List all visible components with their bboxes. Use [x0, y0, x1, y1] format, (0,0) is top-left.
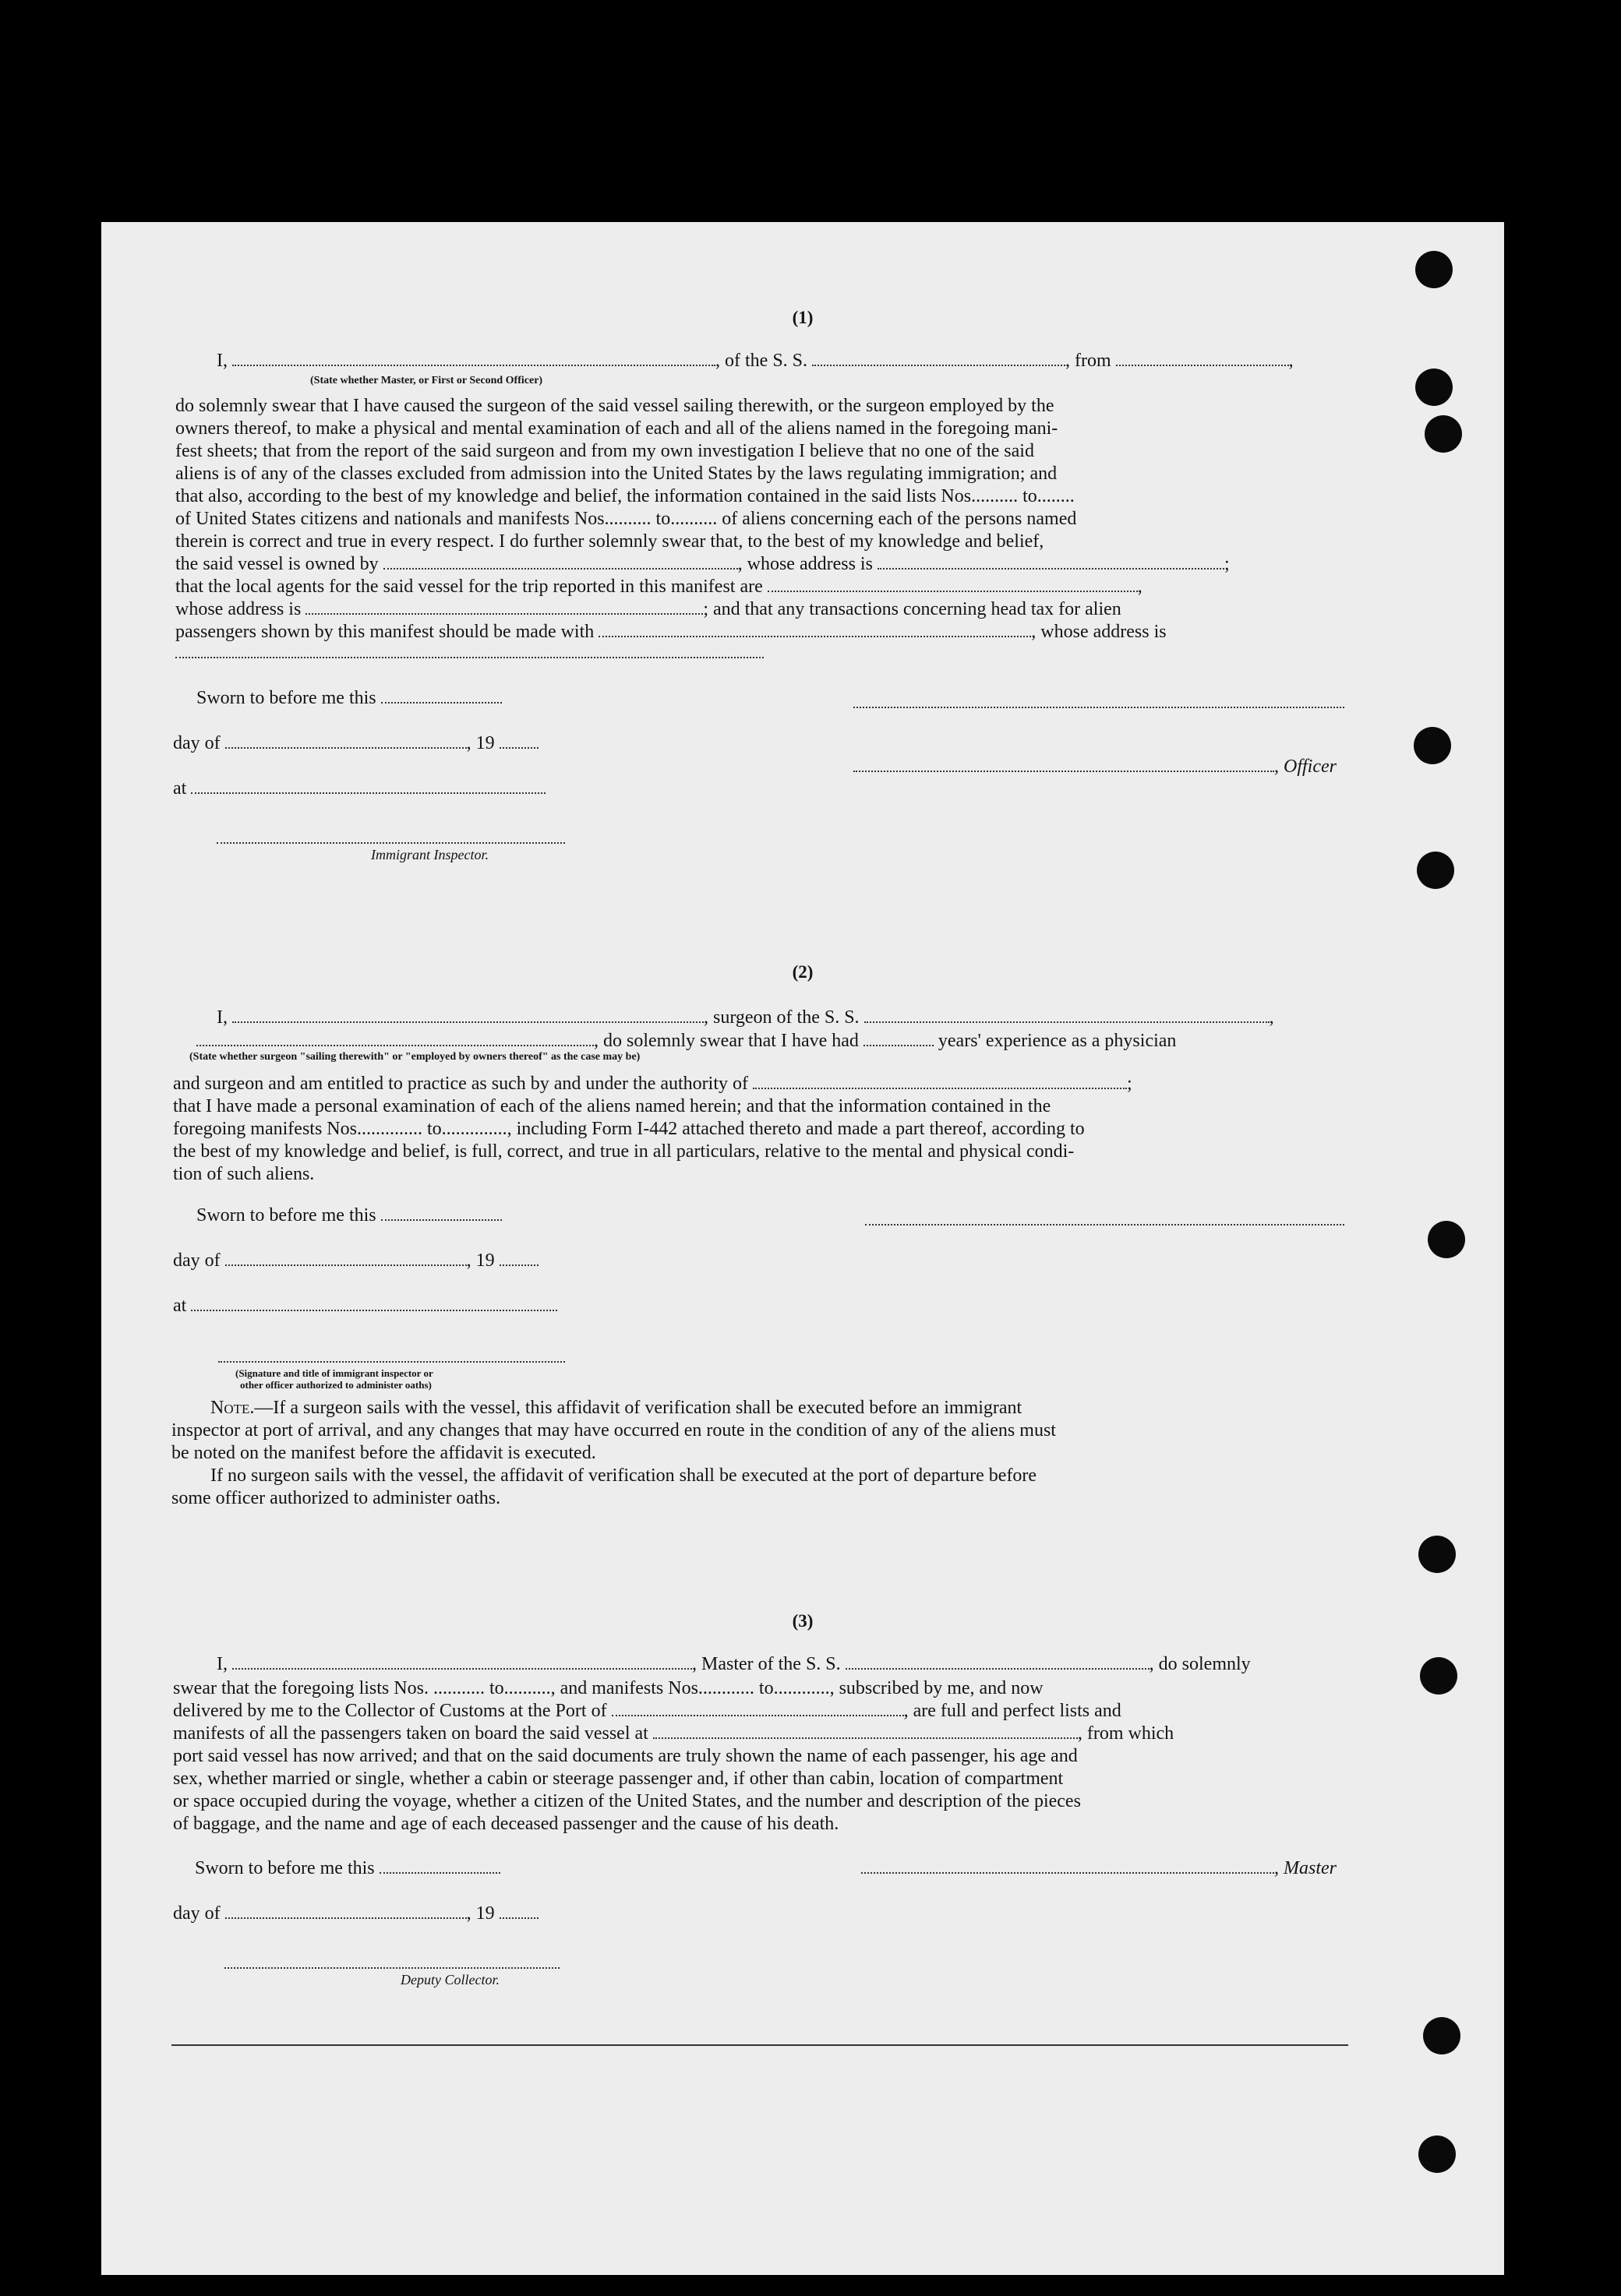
full-perfect-label: , are full and perfect lists and	[903, 1701, 1121, 1721]
note-line: inspector at port of arrival, and any changes that may have occurred en route in the condition of any of the aliens must	[171, 1420, 1056, 1441]
owned-by-label: the said vessel is owned by	[175, 554, 379, 574]
at-line	[173, 1296, 557, 1317]
section-3-body	[173, 1677, 1455, 1836]
sworn-line	[195, 1858, 500, 1879]
authority-label: and surgeon and am entitled to practice as such by and under the authority of	[173, 1074, 748, 1094]
whose-address-label-2: whose address is	[175, 599, 302, 619]
note-line: —If a surgeon sails with the vessel, this affidavit of verification shall be executed before an immigrant	[254, 1398, 1022, 1418]
section-2-opening-line: I, , surgeon of the S. S. ,	[217, 1007, 1274, 1028]
section-1-body	[175, 395, 1457, 644]
punch-hole	[1417, 852, 1454, 889]
owner-line: the said vessel is owned by , whose address is ;	[175, 554, 1230, 574]
body-line: sex, whether married or single, whether a cabin or steerage passenger and, if other than cabin, location of compartment	[173, 1769, 1064, 1789]
deputy-signature-blank	[224, 1967, 560, 1969]
local-agents-label: that the local agents for the said vessel for the trip reported in this manifest are	[175, 577, 763, 597]
body-line: port said vessel has now arrived; and that on the said documents are truly shown the name of each passenger, his age and	[173, 1746, 1078, 1766]
day-line	[173, 1250, 539, 1271]
body-line: that also, according to the best of my knowledge and belief, the information contained in the said lists Nos.......... to........	[175, 486, 1075, 506]
body-line: that I have made a personal examination of each of the aliens named herein; and that the information contained in the	[173, 1096, 1051, 1116]
day-line	[173, 733, 539, 754]
at-label: at	[173, 778, 187, 799]
surgeon-signature-blank	[865, 1224, 1344, 1226]
at-line	[173, 778, 546, 799]
inspector-caption: Immigrant Inspector.	[371, 847, 489, 862]
section-1-opening-line: I, , of the S. S. , from ,	[217, 351, 1294, 371]
section-1-number: (1)	[792, 308, 814, 327]
day-of-label: day of	[173, 1250, 221, 1271]
section-3-opening-line	[217, 1654, 1251, 1675]
punch-hole	[1415, 251, 1453, 288]
from-which-label: , from which	[1077, 1723, 1174, 1744]
note-label: Note.	[210, 1398, 255, 1418]
body-line: fest sheets; that from the report of the said surgeon and from my own investigation I believe that no one of the said	[175, 441, 1034, 461]
punch-hole	[1418, 1536, 1456, 1573]
whose-address-label: , whose address is	[737, 554, 873, 574]
intro-i: I,	[217, 351, 228, 371]
punch-hole	[1414, 727, 1451, 764]
surgeon-role-caption: (State whether surgeon "sailing therewith" or "employed by owners thereof" as the case may be)	[189, 1051, 641, 1063]
section-3-number: (3)	[792, 1611, 814, 1631]
day-of-label: day of	[173, 1903, 221, 1924]
deputy-caption: Deputy Collector.	[401, 1972, 500, 1987]
manifests-of-label: manifests of all the passengers taken on board the said vessel at	[173, 1723, 648, 1744]
day-of-label: day of	[173, 733, 221, 753]
body-line: the best of my knowledge and belief, is full, correct, and true in all particulars, relative to the mental and physical condi-	[173, 1141, 1075, 1162]
sig-caption-line-1: (Signature and title of immigrant inspector or	[235, 1367, 433, 1379]
do-solemnly-label: , do solemnly	[1149, 1654, 1251, 1674]
year-label: , 19	[466, 733, 495, 753]
body-line: do solemnly swear that I have caused the surgeon of the said vessel sailing therewith, or the surgeon employed by the	[175, 396, 1054, 416]
inspector-signature-blank	[218, 1361, 565, 1363]
swear-experience-label: , do solemnly swear that I have had	[594, 1031, 859, 1051]
agents-line: that the local agents for the said vessel for the trip reported in this manifest are ,	[175, 577, 1142, 597]
passengers-label: passengers shown by this manifest should be made with	[175, 622, 595, 642]
note-line: be noted on the manifest before the affidavit is executed.	[171, 1443, 596, 1463]
passengers-line	[175, 621, 1457, 644]
punch-hole	[1428, 1221, 1465, 1258]
body-line: owners thereof, to make a physical and mental examination of each and all of the aliens named in the foregoing mani-	[175, 418, 1058, 439]
from-label: , from	[1065, 351, 1111, 371]
bottom-rule	[171, 2044, 1348, 2046]
sworn-line	[196, 1205, 502, 1226]
body-line: therein is correct and true in every respect. I do further solemnly swear that, to the best of my knowledge and belief,	[175, 531, 1044, 552]
section-2-body	[173, 1073, 1455, 1186]
inspector-signature-blank	[217, 842, 565, 844]
body-line: tion of such aliens.	[173, 1164, 315, 1184]
punch-hole	[1423, 2017, 1460, 2054]
role-caption: (State whether Master, or First or Second Officer)	[310, 375, 543, 386]
body-line: of United States citizens and nationals and manifests Nos.......... to.......... of aliens concerning each of the persons named	[175, 509, 1077, 529]
year-label: , 19	[466, 1903, 495, 1924]
sworn-label: Sworn to before me this	[195, 1858, 375, 1878]
whose-address-label-3: , whose address is	[1031, 622, 1167, 642]
master-label: , Master	[1274, 1858, 1337, 1878]
officer-label: , Officer	[1274, 757, 1337, 777]
sig-caption-line-2: other officer authorized to administer oaths)	[240, 1379, 432, 1391]
agents-address-line	[175, 598, 1457, 621]
sworn-label: Sworn to before me this	[196, 1205, 376, 1226]
experience-line	[196, 1031, 1176, 1052]
year-label: , 19	[466, 1250, 495, 1271]
master-of-label: , Master of the S. S.	[692, 1654, 841, 1674]
surgeon-of-label: , surgeon of the S. S.	[704, 1007, 860, 1028]
master-signature-line	[861, 1858, 1337, 1879]
body-line: aliens is of any of the classes excluded from admission into the United States by the laws regulating immigration; and	[175, 464, 1058, 484]
section-2-number: (2)	[792, 962, 814, 982]
address-blank	[175, 657, 764, 658]
body-line: or space occupied during the voyage, whether a citizen of the United States, and the number and description of the pieces	[173, 1791, 1081, 1811]
body-line: foregoing manifests Nos.............. to.............., including Form I-442 attached thereto and made a part thereof, according to	[173, 1119, 1085, 1139]
lists-line: swear that the foregoing lists Nos. ........... to.........., and manifests Nos............ to............, subscribed by me, and now	[173, 1678, 1044, 1698]
delivered-line	[173, 1700, 1455, 1723]
note-line: some officer authorized to administer oaths.	[171, 1488, 501, 1508]
authority-line: and surgeon and am entitled to practice as such by and under the authority of ;	[173, 1074, 1132, 1094]
note-paragraph	[171, 1397, 1456, 1510]
manifests-line	[173, 1723, 1455, 1745]
sworn-label: Sworn to before me this	[196, 688, 376, 708]
head-tax-label: ; and that any transactions concerning head tax for alien	[703, 599, 1121, 619]
intro-i: I,	[217, 1007, 228, 1028]
of-the-ss-label: , of the S. S.	[715, 351, 808, 371]
delivered-label: delivered by me to the Collector of Customs at the Port of	[173, 1701, 607, 1721]
form-page	[101, 222, 1504, 2275]
punch-hole	[1418, 2136, 1456, 2173]
intro-i: I,	[217, 1654, 228, 1674]
sworn-line	[196, 688, 502, 709]
years-experience-label: years' experience as a physician	[938, 1031, 1177, 1051]
officer-signature-blank	[853, 707, 1344, 708]
day-line	[173, 1903, 539, 1924]
body-line: of baggage, and the name and age of each deceased passenger and the cause of his death.	[173, 1814, 839, 1834]
note-line: If no surgeon sails with the vessel, the affidavit of verification shall be executed at the port of departure before	[210, 1465, 1037, 1486]
officer-line	[853, 757, 1337, 778]
at-label: at	[173, 1296, 187, 1316]
